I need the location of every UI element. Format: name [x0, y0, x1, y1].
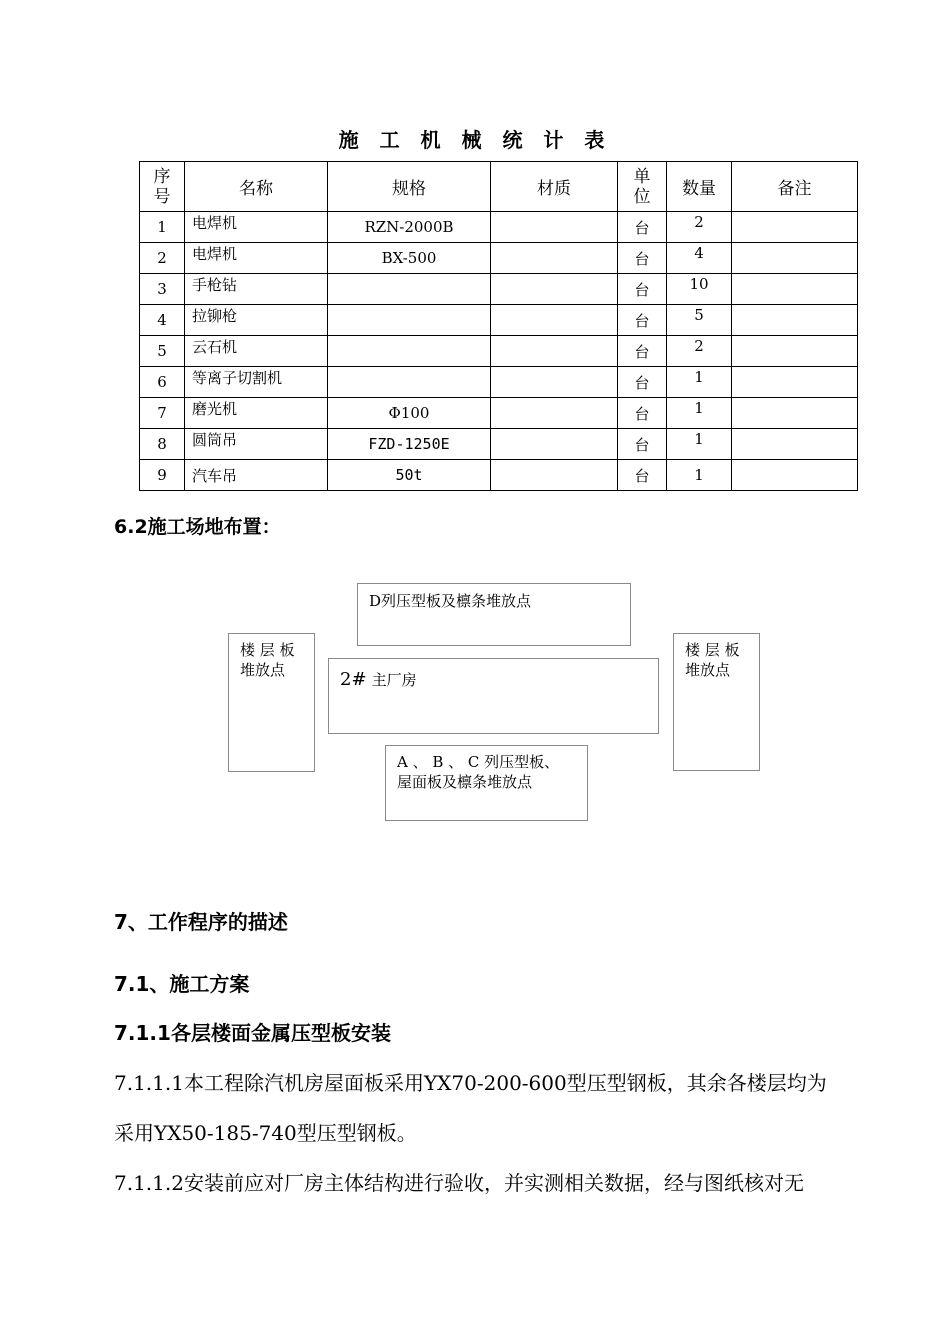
equipment-table [139, 161, 858, 491]
section-7-1-heading: 7.1、施工方案 [114, 972, 250, 996]
row-note [732, 243, 858, 274]
row-name: 磨光机 [185, 398, 328, 429]
row-material [491, 336, 618, 367]
row-note [732, 305, 858, 336]
main-hall-label: 2# 主厂房 [340, 669, 417, 690]
left-floor-plate-storage-box [228, 633, 315, 772]
paragraph-7-1-1-2-line1: 7.1.1.2安装前应对厂房主体结构进行验收，并实测相关数据，经与图纸核对无 [114, 1171, 804, 1195]
section-7-heading: 7、工作程序的描述 [114, 910, 288, 934]
row-qty: 5 [667, 305, 732, 336]
row-spec: BX-500 [328, 243, 491, 274]
row-unit: 台 [618, 336, 667, 367]
row-note [732, 460, 858, 491]
row-note [732, 398, 858, 429]
table-row [140, 398, 858, 429]
paragraph-7-1-1-1-line1: 7.1.1.1本工程除汽机房屋面板采用YX70-200-600型压型钢板，其余各楼层均为 [114, 1071, 827, 1095]
row-qty: 2 [667, 336, 732, 367]
row-material [491, 460, 618, 491]
row-unit: 台 [618, 460, 667, 491]
row-unit: 台 [618, 367, 667, 398]
header-seq: 序 号 [140, 162, 185, 212]
row-unit: 台 [618, 305, 667, 336]
row-name: 云石机 [185, 336, 328, 367]
right-floor-plate-label: 楼 层 板 堆放点 [685, 641, 740, 679]
table-row [140, 212, 858, 243]
row-note [732, 429, 858, 460]
row-no: 9 [140, 460, 185, 491]
header-unit: 单 位 [618, 162, 667, 212]
table-row [140, 243, 858, 274]
row-material [491, 274, 618, 305]
row-name: 电焊机 [185, 243, 328, 274]
row-name: 圆筒吊 [185, 429, 328, 460]
row-spec: FZD-1250E [328, 429, 491, 460]
row-qty: 1 [667, 367, 732, 398]
header-spec: 规格 [328, 162, 491, 212]
row-qty: 1 [667, 398, 732, 429]
row-note [732, 336, 858, 367]
row-material [491, 212, 618, 243]
table-title: 施 工 机 械 统 计 表 [338, 128, 612, 152]
table-row [140, 367, 858, 398]
row-note [732, 212, 858, 243]
row-qty: 1 [667, 429, 732, 460]
row-qty: 4 [667, 243, 732, 274]
table-row [140, 305, 858, 336]
row-no: 3 [140, 274, 185, 305]
row-note [732, 274, 858, 305]
paragraph-7-1-1-1-line2: 采用YX50-185-740型压型钢板。 [114, 1121, 417, 1145]
row-qty: 2 [667, 212, 732, 243]
header-name: 名称 [185, 162, 328, 212]
row-spec [328, 367, 491, 398]
row-spec: RZN-2000B [328, 212, 491, 243]
row-spec: Φ100 [328, 398, 491, 429]
row-spec [328, 274, 491, 305]
table-row [140, 274, 858, 305]
right-floor-plate-storage-box [673, 633, 760, 771]
row-name: 拉铆枪 [185, 305, 328, 336]
row-material [491, 429, 618, 460]
abc-column-storage-label: A 、 B 、 C 列压型板、 屋面板及檩条堆放点 [397, 753, 560, 791]
row-name: 电焊机 [185, 212, 328, 243]
row-spec [328, 336, 491, 367]
row-unit: 台 [618, 274, 667, 305]
row-no: 5 [140, 336, 185, 367]
row-material [491, 305, 618, 336]
table-header-row [140, 162, 858, 212]
row-material [491, 367, 618, 398]
row-unit: 台 [618, 429, 667, 460]
row-name: 手枪钻 [185, 274, 328, 305]
row-unit: 台 [618, 398, 667, 429]
main-hall-box [328, 658, 659, 734]
table-row [140, 460, 858, 491]
row-material [491, 243, 618, 274]
row-unit: 台 [618, 212, 667, 243]
header-qty: 数量 [667, 162, 732, 212]
abc-column-storage-box [385, 745, 588, 821]
row-no: 1 [140, 212, 185, 243]
row-name: 汽车吊 [185, 460, 328, 491]
row-no: 2 [140, 243, 185, 274]
row-name: 等离子切割机 [185, 367, 328, 398]
row-no: 7 [140, 398, 185, 429]
table-row [140, 336, 858, 367]
left-floor-plate-label: 楼 层 板 堆放点 [240, 641, 295, 679]
d-column-storage-label: D列压型板及檩条堆放点 [369, 592, 532, 610]
row-note [732, 367, 858, 398]
row-no: 4 [140, 305, 185, 336]
row-qty: 10 [667, 274, 732, 305]
header-note: 备注 [732, 162, 858, 212]
table-row [140, 429, 858, 460]
row-unit: 台 [618, 243, 667, 274]
section-7-1-1-heading: 7.1.1各层楼面金属压型板安装 [114, 1021, 391, 1045]
row-spec: 50t [328, 460, 491, 491]
d-column-storage-box [357, 583, 631, 646]
row-spec [328, 305, 491, 336]
section-6-2-heading: 6.2施工场地布置： [114, 516, 281, 538]
header-material: 材质 [491, 162, 618, 212]
row-qty: 1 [667, 460, 732, 491]
row-material [491, 398, 618, 429]
row-no: 6 [140, 367, 185, 398]
row-no: 8 [140, 429, 185, 460]
